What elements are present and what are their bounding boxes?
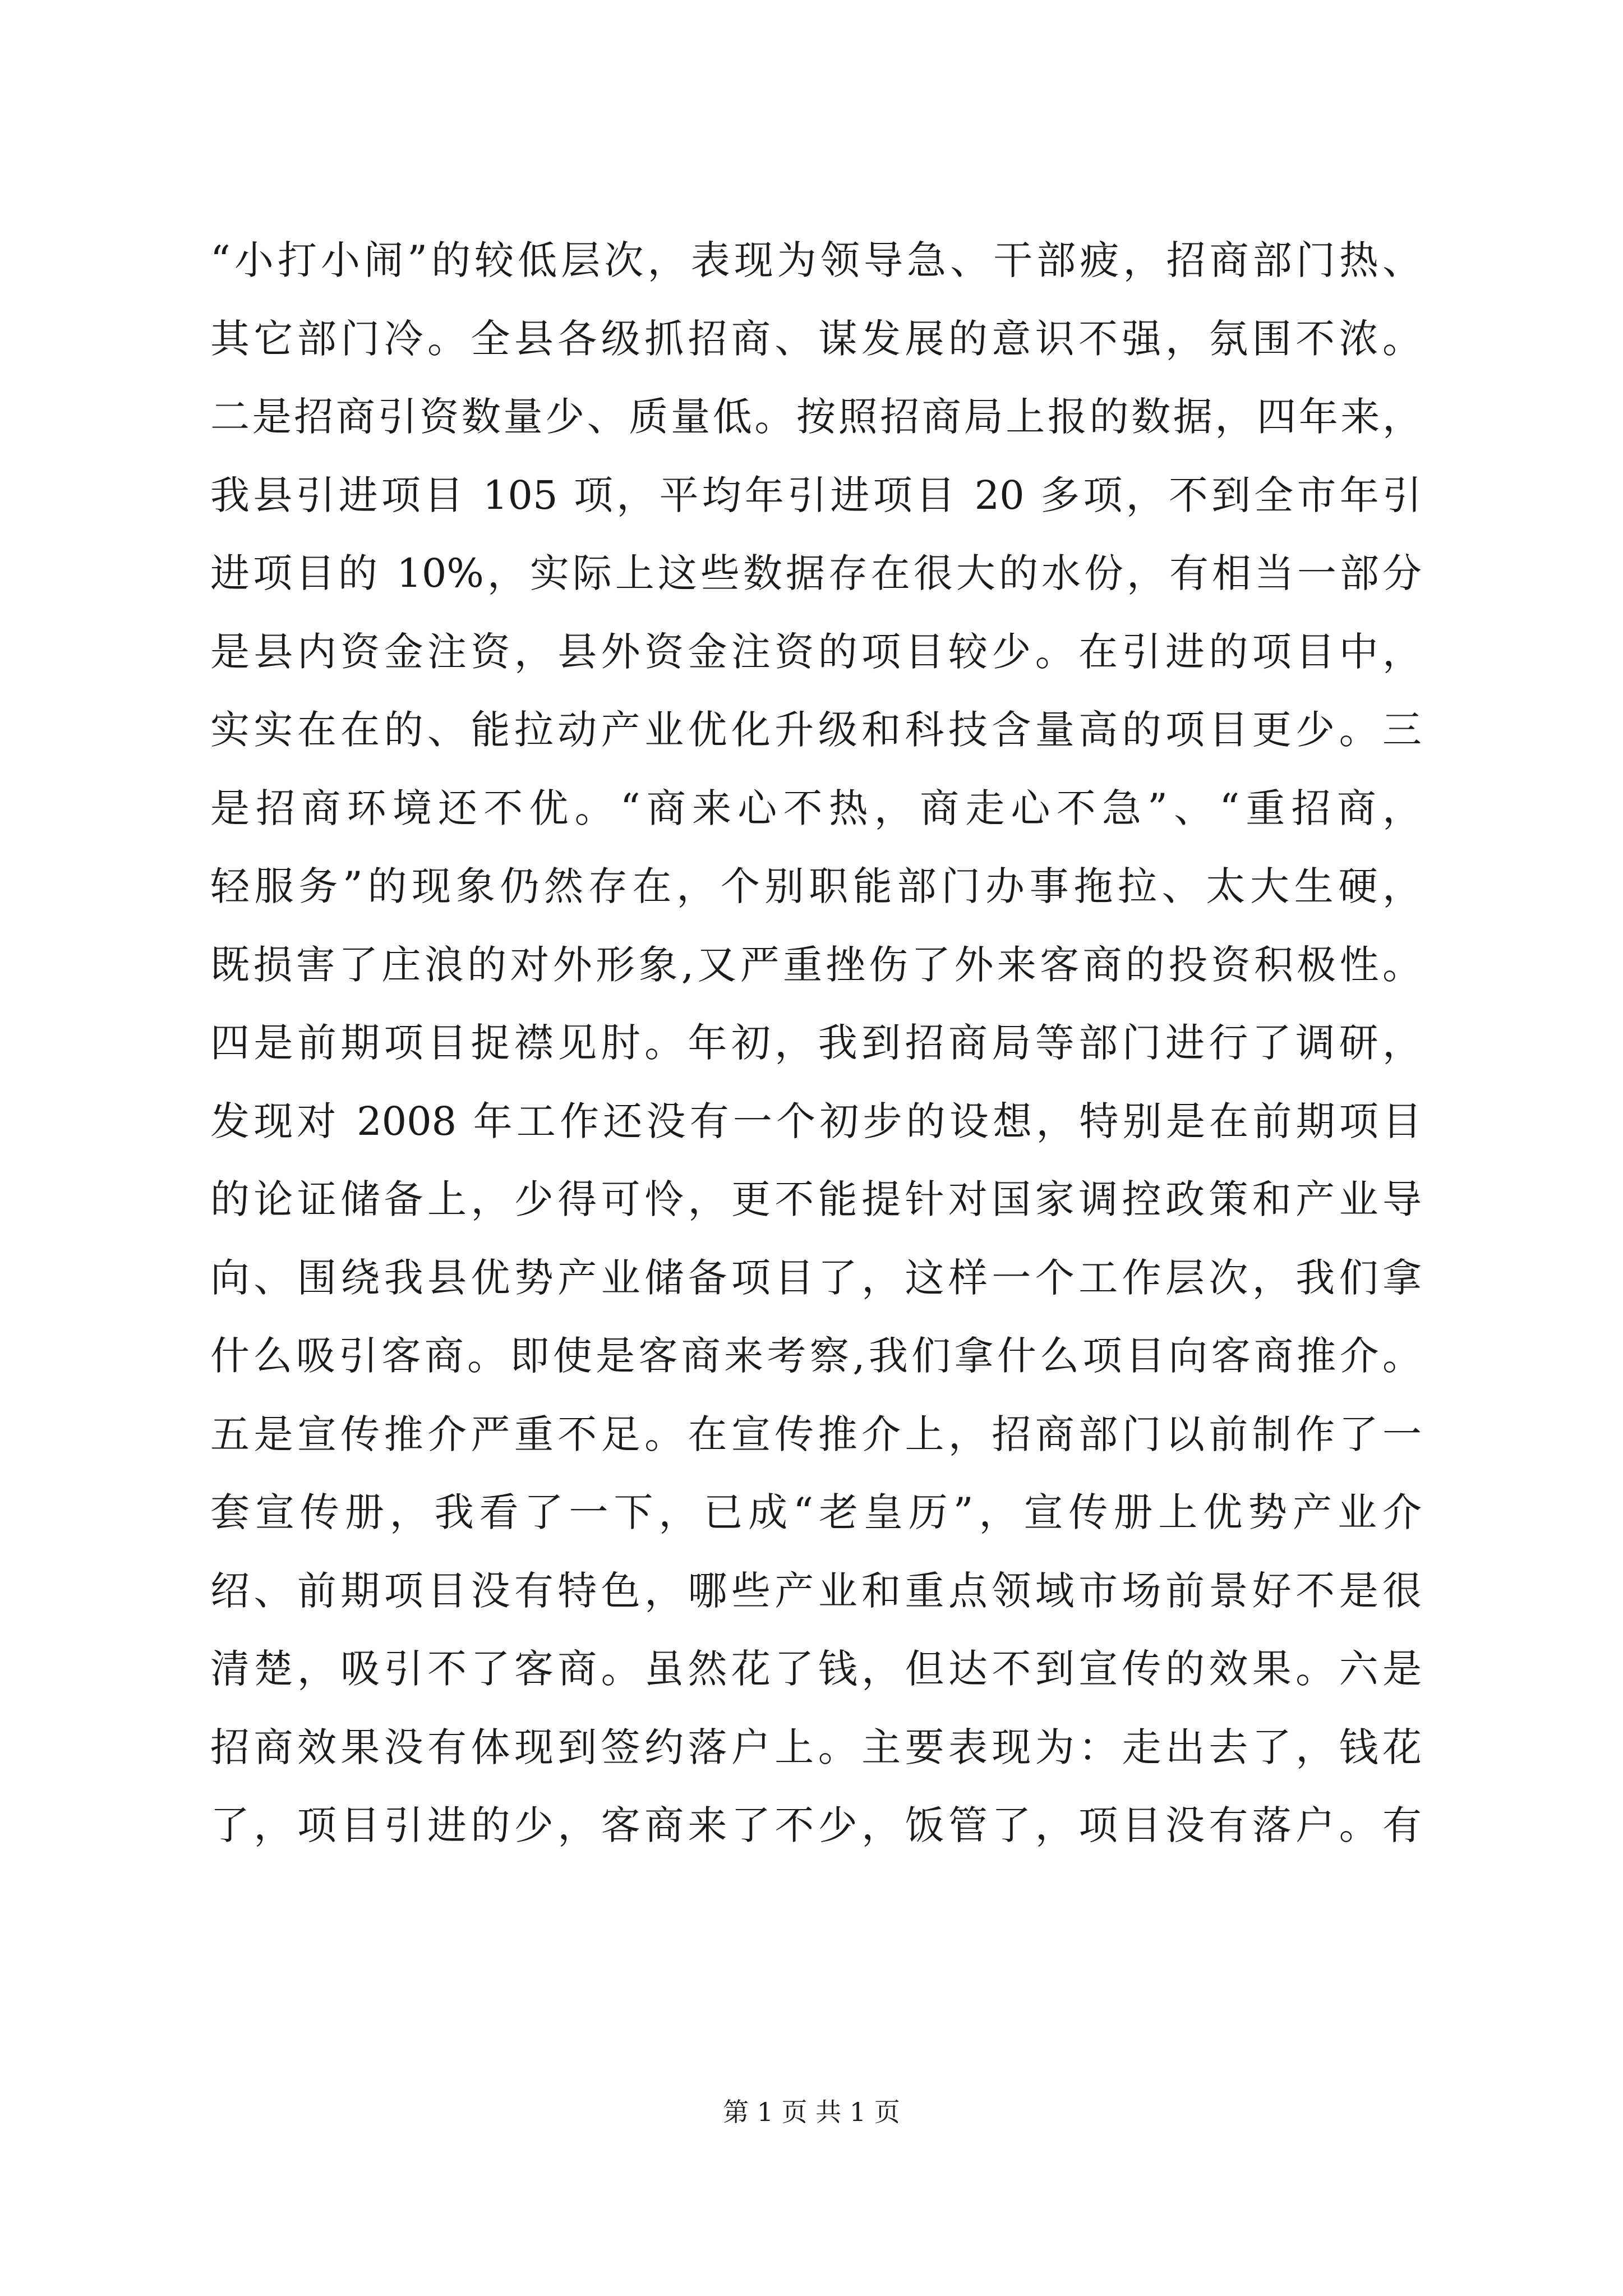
page-footer — [0, 2095, 1623, 2129]
text-line: 了，项目引进的少，客商来了不少，饭管了，项目没有落户。有 — [210, 1802, 1422, 1848]
text-line: 实实在在的、能拉动产业优化升级和科技含量高的项目更少。三 — [210, 707, 1422, 753]
text-line: 招商效果没有体现到签约落户上。主要表现为：走出去了，钱花 — [210, 1724, 1422, 1770]
text-line: 什么吸引客商。即使是客商来考察,我们拿什么项目向客商推介。 — [210, 1333, 1422, 1379]
text-line: 二是招商引资数量少、质量低。按照招商局上报的数据，四年来， — [210, 394, 1422, 440]
text-line: 的论证储备上，少得可怜，更不能提针对国家调控政策和产业导 — [210, 1176, 1422, 1222]
body-text — [210, 222, 1422, 1865]
text-line: 是县内资金注资，县外资金注资的项目较少。在引进的项目中， — [210, 628, 1422, 675]
text-line: 是招商环境还不优。“商来心不热，商走心不急”、“重招商， — [210, 785, 1422, 831]
text-line: 发现对 2008 年工作还没有一个初步的设想，特别是在前期项目 — [210, 1098, 1422, 1144]
text-line: 进项目的 10%，实际上这些数据存在很大的水份，有相当一部分 — [210, 550, 1422, 596]
text-line: 轻服务”的现象仍然存在，个别职能部门办事拖拉、太大生硬， — [210, 863, 1422, 909]
text-line: 绍、前期项目没有特色，哪些产业和重点领域市场前景好不是很 — [210, 1567, 1422, 1614]
text-line: 向、围绕我县优势产业储备项目了，这样一个工作层次，我们拿 — [210, 1254, 1422, 1301]
text-line: 既损害了庄浪的对外形象,又严重挫伤了外来客商的投资积极性。 — [210, 941, 1422, 988]
text-line: 五是宣传推介严重不足。在宣传推介上，招商部门以前制作了一 — [210, 1411, 1422, 1457]
text-line: 四是前期项目捉襟见肘。年初，我到招商局等部门进行了调研， — [210, 1020, 1422, 1066]
text-line: 我县引进项目 105 项，平均年引进项目 20 多项，不到全市年引 — [210, 472, 1422, 518]
page-number-label: 第 1 页 共 1 页 — [723, 2097, 900, 2127]
text-line: 清楚，吸引不了客商。虽然花了钱，但达不到宣传的效果。六是 — [210, 1646, 1422, 1692]
text-line: “小打小闹”的较低层次，表现为领导急、干部疲，招商部门热、 — [210, 237, 1422, 283]
text-line: 套宣传册，我看了一下，已成“老皇历”，宣传册上优势产业介 — [210, 1489, 1422, 1535]
text-line: 其它部门冷。全县各级抓招商、谋发展的意识不强，氛围不浓。 — [210, 315, 1422, 362]
